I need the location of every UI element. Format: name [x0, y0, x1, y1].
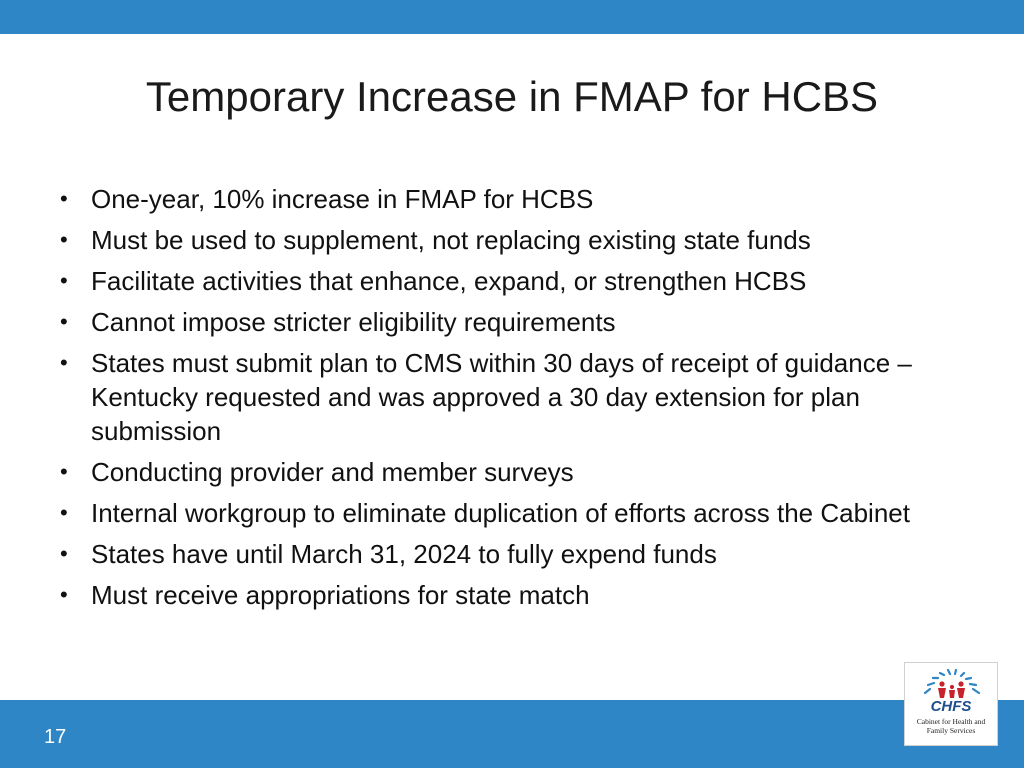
bullet-dot-icon: • [60, 500, 68, 525]
bullet-list [60, 182, 940, 619]
logo-subtitle-line2: Family Services [926, 726, 976, 735]
bullet-dot-icon: • [60, 268, 68, 293]
logo-subtitle-line1: Cabinet for Health and [916, 717, 986, 726]
bullet-item [60, 182, 940, 216]
bullet-item [60, 305, 940, 339]
chfs-emblem-icon [919, 667, 983, 701]
logo-subtitle [905, 717, 997, 735]
bullet-dot-icon: • [60, 582, 68, 607]
bullet-item [60, 455, 940, 489]
bullet-dot-icon: • [60, 350, 68, 375]
chfs-logo [904, 662, 998, 746]
bullet-item [60, 537, 940, 571]
bullet-dot-icon: • [60, 459, 68, 484]
bullet-text: Must receive appropriations for state match [91, 580, 590, 610]
bullet-text: Conducting provider and member surveys [91, 457, 574, 487]
bullet-dot-icon: • [60, 309, 68, 334]
bullet-text: Cannot impose stricter eligibility requirements [91, 307, 616, 337]
bullet-text: Internal workgroup to eliminate duplication of efforts across the Cabinet [91, 498, 910, 528]
bullet-item [60, 496, 940, 530]
top-accent-bar [0, 0, 1024, 34]
bullet-dot-icon: • [60, 186, 68, 211]
bottom-footer-bar [0, 700, 1024, 768]
bullet-dot-icon: • [60, 227, 68, 252]
logo-acronym: CHFS [930, 698, 972, 715]
bullet-text: Facilitate activities that enhance, expand, or strengthen HCBS [91, 266, 807, 296]
bullet-item [60, 223, 940, 257]
bullet-text: States have until March 31, 2024 to fully expend funds [91, 539, 717, 569]
bullet-item [60, 264, 940, 298]
page-number: 17 [44, 726, 67, 748]
bullet-item [60, 578, 940, 612]
slide-title: Temporary Increase in FMAP for HCBS [145, 73, 879, 120]
bullet-dot-icon: • [60, 541, 68, 566]
bullet-text: One-year, 10% increase in FMAP for HCBS [91, 184, 594, 214]
bullet-text: States must submit plan to CMS within 30 days of receipt of guidance – Kentucky requested and was approved a 30 day extension for plan submission [91, 348, 912, 446]
bullet-text: Must be used to supplement, not replacing existing state funds [91, 225, 811, 255]
bullet-item [60, 346, 940, 448]
